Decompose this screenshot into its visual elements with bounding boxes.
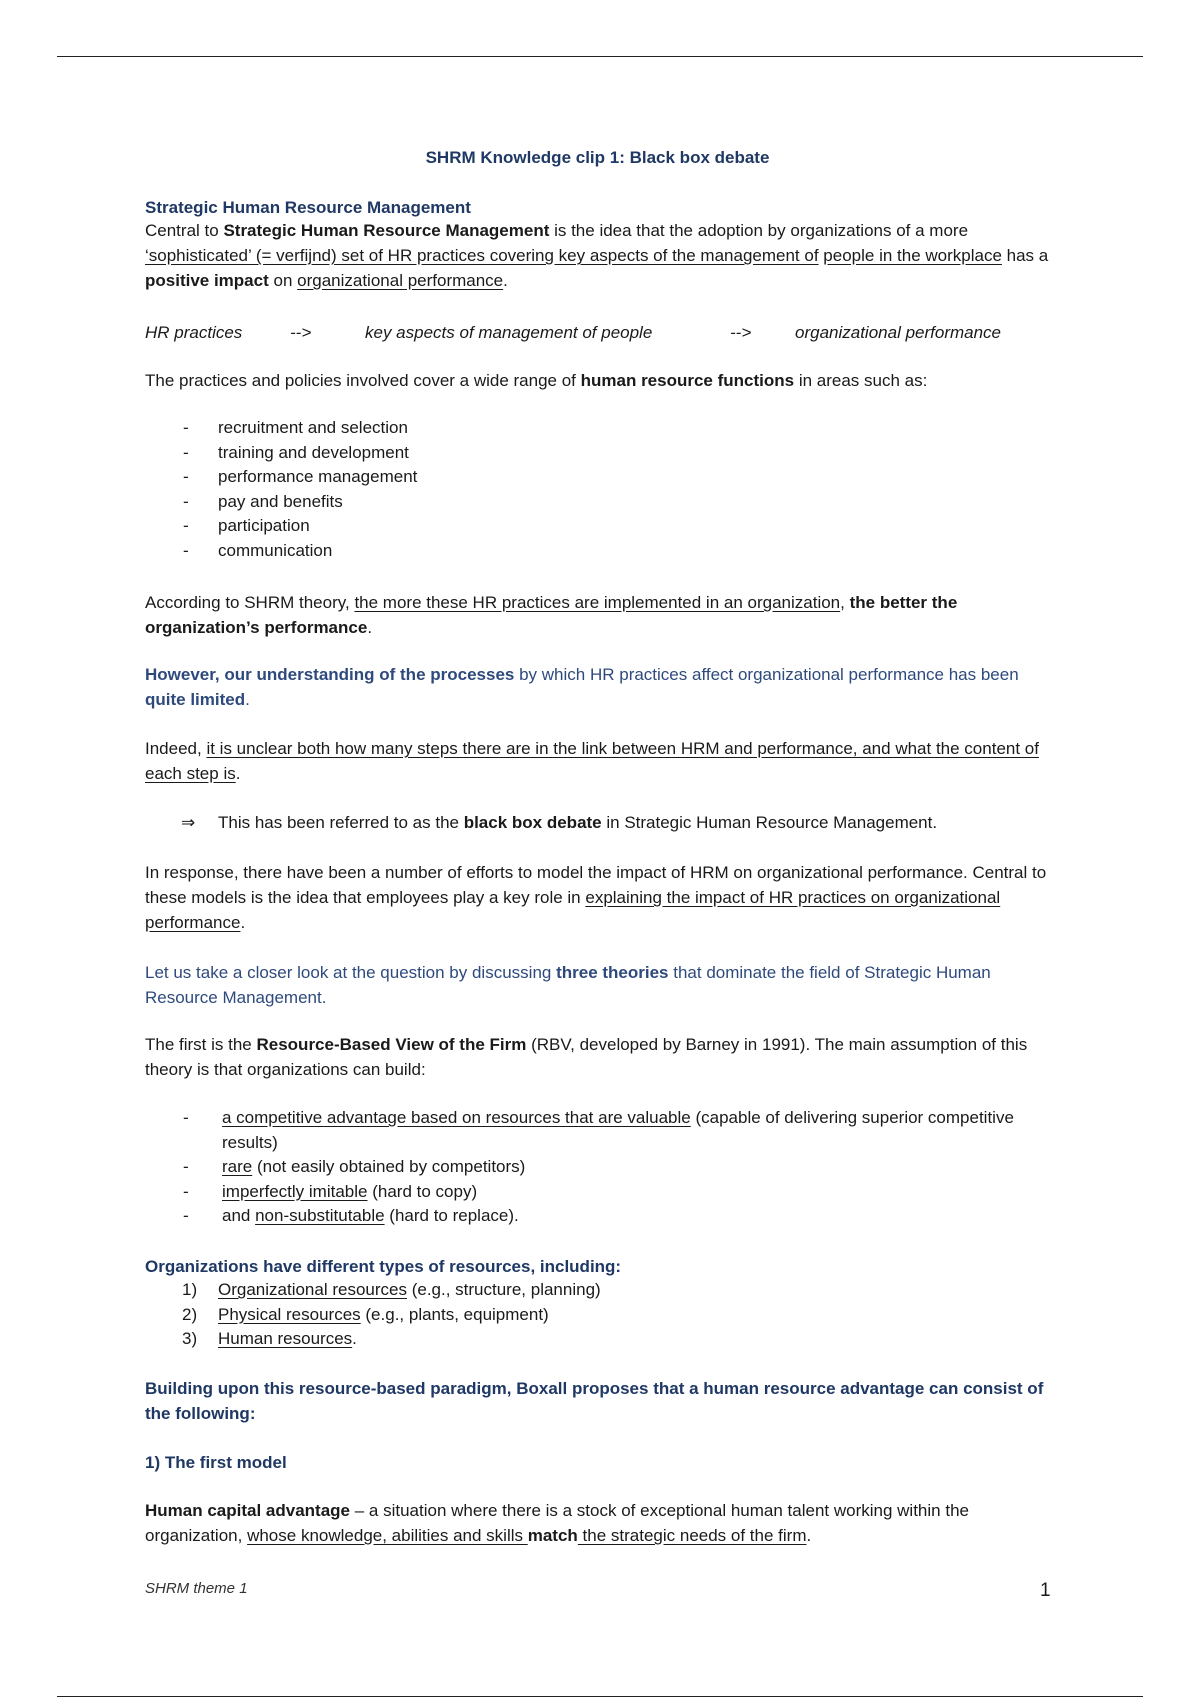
- three-theories-paragraph: Let us take a closer look at the question by discussing three theories that dominate the field of Strategic Human Resource Management.: [145, 963, 991, 1007]
- boxall-heading: Building upon this resource-based paradigm, Boxall proposes that a human resource advantage can consist of the following:: [145, 1379, 1044, 1423]
- first-model-heading: 1) The first model: [145, 1453, 287, 1472]
- list-item: - performance management: [145, 465, 1050, 490]
- section-heading: Strategic Human Resource Management: [145, 198, 471, 217]
- list-item: 3) Human resources.: [182, 1329, 357, 1348]
- list-item: - and non-substitutable (hard to replace).: [145, 1204, 1050, 1229]
- flow-arrow-1: -->: [290, 323, 312, 342]
- flow-hr-practices: HR practices: [145, 323, 243, 342]
- page-number: 1: [1040, 1580, 1051, 1601]
- list-item: - a competitive advantage based on resources that are valuable (capable of delivering superior competitive results): [145, 1106, 1050, 1155]
- implies-arrow-icon: ⇒: [181, 813, 196, 832]
- list-item: - recruitment and selection: [145, 416, 1050, 441]
- list-item: 2) Physical resources (e.g., plants, equipment): [182, 1304, 549, 1324]
- document-title: SHRM Knowledge clip 1: Black box debate: [425, 148, 770, 167]
- however-paragraph: However, our understanding of the processes by which HR practices affect organizational performance has been quite limited.: [145, 665, 1019, 709]
- page-footer: SHRM theme 1: [145, 1580, 248, 1597]
- shrm-theory-paragraph: According to SHRM theory, the more these HR practices are implemented in an organization, the better the organization’s performance.: [145, 593, 958, 637]
- response-paragraph: In response, there have been a number of efforts to model the impact of HRM on organizational performance. Central to these models is the idea that employees play a key role in explaining the impact of HR practices on organizational performance.: [145, 863, 1047, 932]
- functions-list: [145, 416, 1050, 563]
- resources-heading: Organizations have different types of resources, including:: [145, 1257, 622, 1276]
- document-page: [145, 0, 1050, 1545]
- resources-list: [145, 1278, 1050, 1352]
- list-item: - communication: [145, 539, 1050, 564]
- functions-intro: The practices and policies involved cover a wide range of human resource functions in areas such as:: [145, 371, 928, 390]
- flow-key-aspects: key aspects of management of people: [365, 323, 653, 342]
- top-rule: [57, 56, 1143, 57]
- black-box-note: ⇒ This has been referred to as the black box debate in Strategic Human Resource Management.: [145, 810, 1123, 835]
- list-item: - pay and benefits: [145, 490, 1050, 515]
- human-capital-paragraph: Human capital advantage – a situation where there is a stock of exceptional human talent working within the organization, whose knowledge, abilities and skills match the strategic needs of the firm.: [145, 1501, 969, 1545]
- flow-org-performance: organizational performance: [795, 323, 1002, 342]
- flow-arrow-2: -->: [730, 323, 752, 342]
- rbv-list: [145, 1106, 1050, 1229]
- flow-line: [145, 320, 1050, 345]
- list-item: - training and development: [145, 441, 1050, 466]
- rbv-paragraph: The first is the Resource-Based View of the Firm (RBV, developed by Barney in 1991). The main assumption of this theory is that organizations can build:: [145, 1035, 1028, 1079]
- list-item: - rare (not easily obtained by competitors): [145, 1155, 1050, 1180]
- list-item: 1) Organizational resources (e.g., structure, planning): [182, 1280, 601, 1299]
- list-item: - participation: [145, 514, 1050, 539]
- list-item: - imperfectly imitable (hard to copy): [145, 1180, 1050, 1205]
- intro-paragraph: Central to Strategic Human Resource Management is the idea that the adoption by organizations of a more ‘sophisticated’ (= verfijnd) set of HR practices covering key aspects of the management of people in the workplace has a positive impact on organizational performance.: [145, 221, 1049, 290]
- indeed-paragraph: Indeed, it is unclear both how many steps there are in the link between HRM and performance, and what the content of each step is.: [145, 739, 1039, 783]
- bottom-rule: [57, 1696, 1143, 1697]
